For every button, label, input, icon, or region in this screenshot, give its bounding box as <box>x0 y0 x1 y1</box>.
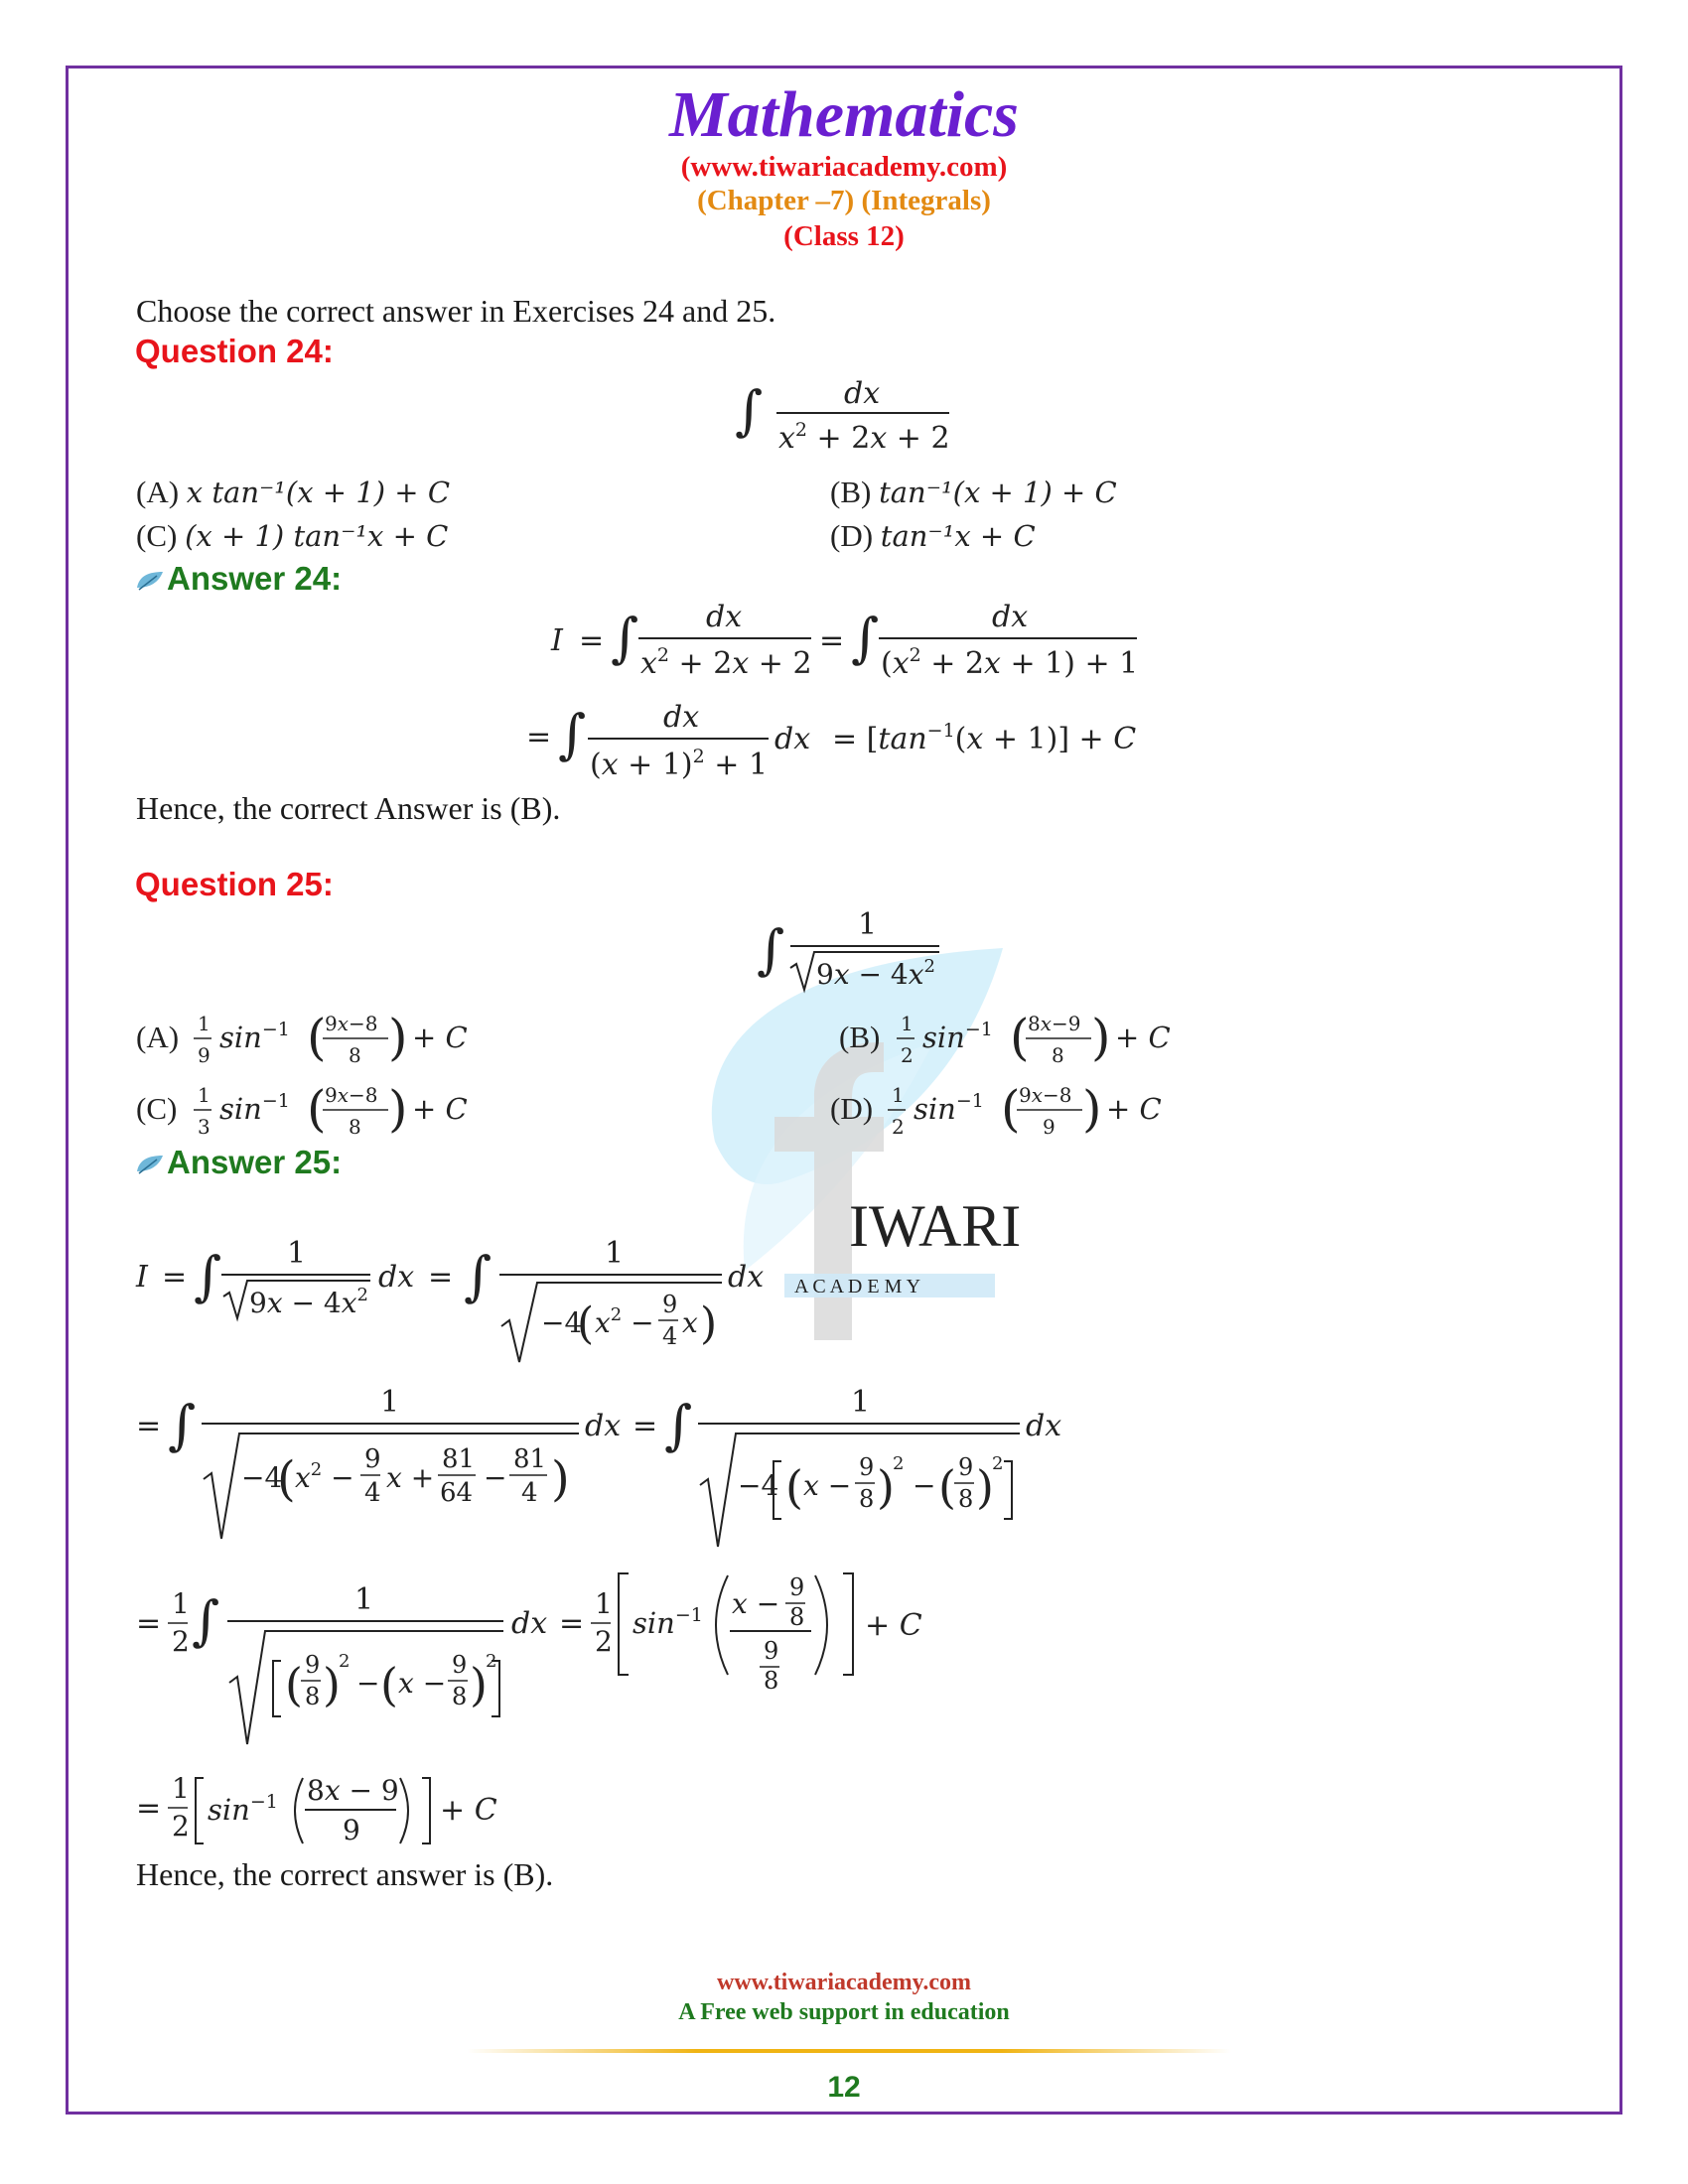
intro-text: Choose the correct answer in Exercises 24 and 25. <box>136 293 776 329</box>
svg-text:8: 8 <box>958 1485 974 1513</box>
svg-text:x −: x − <box>803 1469 852 1502</box>
question-24-heading: Question 24: <box>135 333 334 369</box>
answer-24-step-2 <box>526 695 1162 794</box>
svg-text:sin−1: $\sin^{-1}$ <box>208 1791 278 1827</box>
svg-text:∫: ∫ <box>851 607 880 669</box>
svg-text:x2 + 2x + 2: $x^2 + 2x + 2$ <box>778 419 950 456</box>
q25-option-c-label: (C) <box>136 1091 178 1126</box>
footer-tagline: A Free web support in education <box>678 1999 1010 2025</box>
svg-text:sin−1: $\sin^{-1}$ <box>219 1019 290 1054</box>
svg-text:2: 2 <box>172 1625 190 1658</box>
svg-text:I: I <box>136 1260 148 1295</box>
svg-text:+ C: + C <box>1115 1021 1171 1054</box>
header-website: (www.tiwariacademy.com) <box>680 151 1008 183</box>
svg-text:=: = <box>136 1409 162 1443</box>
svg-text:dx: dx <box>774 722 811 756</box>
svg-text:): ) <box>976 1460 994 1514</box>
svg-text:x: x <box>682 1306 698 1339</box>
svg-text:dx: dx <box>706 600 743 634</box>
svg-text:1: 1 <box>605 1236 625 1271</box>
svg-text:9x − 4x2: $9x - 4x^2$ <box>249 1285 368 1319</box>
footer-divider <box>467 2049 1231 2053</box>
svg-text:2: 2 <box>172 1810 190 1843</box>
svg-text:= [tan−1(x + 1)] + C: = $[\tan^{-1}(x + 1)] + C$ <box>832 720 1137 756</box>
svg-text:∫: ∫ <box>757 918 785 981</box>
header-chapter: (Chapter –7) (Integrals) <box>697 185 991 216</box>
svg-text:9: 9 <box>789 1573 805 1601</box>
svg-text:(: ( <box>938 1460 956 1514</box>
svg-text:dx: dx <box>663 700 700 735</box>
q24-option-a-text: x tan⁻¹(x + 1) + C <box>186 476 451 509</box>
answer-24-heading-text: Answer 24: <box>167 560 343 597</box>
q24-option-c-text: (x + 1) tan⁻¹x + C <box>185 519 449 553</box>
svg-text:): ) <box>323 1658 341 1711</box>
svg-text:9: 9 <box>662 1291 678 1318</box>
svg-text:+ C: + C <box>412 1092 468 1126</box>
svg-text:=: = <box>559 1606 585 1641</box>
svg-text:−4: −4 <box>541 1306 583 1339</box>
svg-text:∫: ∫ <box>735 379 764 442</box>
svg-text:9: 9 <box>364 1444 381 1474</box>
tiwari-leaf-icon <box>135 1154 165 1175</box>
svg-text:+ C: + C <box>865 1608 922 1643</box>
svg-text:−4: −4 <box>738 1469 779 1502</box>
svg-text:dx: dx <box>728 1260 765 1295</box>
question-25-heading: Question 25: <box>135 866 334 902</box>
svg-text:9: 9 <box>198 1043 211 1067</box>
svg-text:9: 9 <box>958 1453 974 1481</box>
svg-text:9: 9 <box>1043 1115 1055 1139</box>
svg-text:=: = <box>162 1260 188 1295</box>
svg-text:(: ( <box>307 1009 327 1066</box>
svg-text:x −: x − <box>732 1587 780 1620</box>
svg-text:): ) <box>551 1451 570 1507</box>
svg-text:(: ( <box>577 1298 595 1349</box>
watermark-brand: IWARI <box>849 1193 1022 1259</box>
question-24-integral <box>735 367 993 457</box>
svg-text:): ) <box>388 1080 408 1138</box>
svg-text:∫: ∫ <box>611 607 639 669</box>
svg-text:1: 1 <box>287 1236 307 1271</box>
svg-text:dx: dx <box>1026 1409 1062 1443</box>
svg-text:1: 1 <box>172 1772 190 1805</box>
answer-25-step-1 <box>136 1231 811 1370</box>
svg-text:3: 3 <box>198 1115 211 1139</box>
svg-text:(: ( <box>380 1658 398 1711</box>
q25-option-a-label: (A) <box>136 1020 180 1054</box>
svg-text:dx: dx <box>844 376 881 411</box>
footer-website: www.tiwariacademy.com <box>717 1970 971 1995</box>
svg-text:9x−8: 9x−8 <box>325 1083 378 1107</box>
svg-text:=: = <box>428 1260 454 1295</box>
svg-text:∫: ∫ <box>192 1589 220 1652</box>
watermark-sub: A C A D E M Y <box>794 1276 921 1297</box>
q24-option-c <box>136 518 448 554</box>
svg-text:(: ( <box>307 1080 327 1138</box>
svg-text:dx: dx <box>378 1260 415 1295</box>
answer-24-step-1 <box>551 591 1167 690</box>
answer-25-step-2 <box>136 1380 1129 1554</box>
svg-text:=: = <box>819 623 845 658</box>
svg-text:(: ( <box>785 1460 803 1514</box>
svg-text:(: ( <box>285 1658 303 1711</box>
svg-text:∫: ∫ <box>168 1394 197 1456</box>
svg-text:=: = <box>633 1409 658 1443</box>
svg-text:1: 1 <box>354 1582 374 1617</box>
q25-option-b <box>839 1003 1216 1082</box>
svg-text:sin−1: $\sin^{-1}$ <box>633 1604 703 1640</box>
q24-option-b <box>830 475 1117 510</box>
svg-text:∫: ∫ <box>664 1394 693 1456</box>
svg-text:64: 64 <box>440 1478 474 1508</box>
svg-text:): ) <box>470 1658 488 1711</box>
svg-text:2: 2 <box>901 1043 914 1067</box>
svg-text:+ C: + C <box>412 1021 468 1054</box>
header-class: (Class 12) <box>783 220 905 252</box>
q24-option-d-label: (D) <box>830 518 874 553</box>
svg-text:8: 8 <box>764 1667 779 1695</box>
svg-text:2: 2 <box>992 1453 1004 1474</box>
q24-option-c-label: (C) <box>136 518 178 553</box>
svg-text:−: − <box>356 1667 380 1700</box>
svg-text:(: ( <box>1010 1009 1030 1066</box>
svg-text:x −: x − <box>398 1667 447 1700</box>
svg-text:+ C: + C <box>440 1793 497 1828</box>
svg-text:8: 8 <box>452 1683 468 1710</box>
svg-text:2: 2 <box>486 1651 497 1672</box>
svg-text:8x − 9: 8x − 9 <box>307 1774 399 1807</box>
svg-text:9: 9 <box>764 1637 779 1665</box>
q24-option-d <box>830 518 1036 554</box>
q25-option-d-label: (D) <box>830 1091 874 1126</box>
svg-text:−: − <box>913 1469 936 1502</box>
svg-text:1: 1 <box>892 1083 905 1107</box>
svg-text:9: 9 <box>859 1453 875 1481</box>
svg-text:4: 4 <box>364 1478 381 1508</box>
svg-text:sin−1: $\sin^{-1}$ <box>914 1090 984 1126</box>
svg-text:sin−1: $\sin^{-1}$ <box>219 1090 290 1126</box>
svg-text:(: ( <box>277 1451 296 1507</box>
svg-text:8x−9: 8x−9 <box>1028 1012 1081 1035</box>
svg-text:): ) <box>700 1298 718 1349</box>
svg-text:8: 8 <box>1052 1043 1064 1067</box>
svg-text:2: 2 <box>893 1453 905 1474</box>
svg-text:4: 4 <box>662 1322 678 1350</box>
svg-text:8: 8 <box>859 1485 875 1513</box>
svg-text:+ C: + C <box>1106 1092 1162 1126</box>
svg-text:sin−1: $\sin^{-1}$ <box>922 1019 993 1054</box>
svg-text:4: 4 <box>521 1478 538 1508</box>
svg-text:): ) <box>877 1460 895 1514</box>
svg-text:1: 1 <box>198 1012 211 1035</box>
svg-text:∫: ∫ <box>194 1245 222 1307</box>
svg-text:1: 1 <box>595 1587 613 1620</box>
svg-text:81: 81 <box>513 1444 547 1474</box>
svg-text:): ) <box>1082 1080 1102 1138</box>
svg-text:−: − <box>484 1461 507 1494</box>
svg-text:1: 1 <box>901 1012 914 1035</box>
svg-text:=: = <box>526 720 552 754</box>
answer-25-step-3 <box>136 1564 990 1752</box>
svg-text:): ) <box>1091 1009 1111 1066</box>
svg-text:x +: x + <box>386 1461 435 1494</box>
svg-text:∫: ∫ <box>464 1245 492 1307</box>
answer-25-heading-text: Answer 25: <box>167 1144 343 1180</box>
svg-text:(x + 1)2 + 1: $(x + 1)^2 + 1$ <box>590 746 769 782</box>
svg-text:1: 1 <box>858 907 878 942</box>
q25-option-b-label: (B) <box>839 1020 881 1054</box>
q25-option-d <box>830 1074 1207 1154</box>
svg-text:dx: dx <box>585 1409 622 1443</box>
svg-text:2: 2 <box>595 1625 613 1658</box>
svg-text:∫: ∫ <box>558 703 587 765</box>
q25-option-a <box>136 1003 513 1082</box>
q24-option-d-text: tan⁻¹x + C <box>880 519 1036 553</box>
svg-text:x2 −: $x^2$ − <box>295 1459 354 1494</box>
question-25-integral <box>757 898 975 998</box>
svg-text:dx: dx <box>511 1606 548 1641</box>
svg-text:): ) <box>388 1009 408 1066</box>
svg-text:dx: dx <box>992 600 1029 634</box>
svg-text:=: = <box>136 1606 162 1641</box>
q24-option-a-label: (A) <box>136 475 180 509</box>
svg-text:9: 9 <box>343 1814 360 1846</box>
svg-text:8: 8 <box>349 1043 361 1067</box>
svg-text:I: I <box>551 623 563 658</box>
svg-text:8: 8 <box>305 1683 321 1710</box>
svg-text:=: = <box>579 623 605 658</box>
q25-option-c <box>136 1074 513 1154</box>
svg-text:9x−8: 9x−8 <box>1019 1083 1072 1107</box>
page-title: Mathematics <box>668 78 1019 151</box>
svg-text:8: 8 <box>349 1115 361 1139</box>
svg-text:9x − 4x2: $9x - 4x^2$ <box>816 956 935 991</box>
svg-text:−4: −4 <box>241 1461 283 1494</box>
svg-text:1: 1 <box>198 1083 211 1107</box>
answer-24-heading <box>135 560 342 598</box>
svg-text:9: 9 <box>452 1651 468 1679</box>
svg-text:9: 9 <box>305 1651 321 1679</box>
answer-25-step-4 <box>136 1762 633 1861</box>
svg-text:9x−8: 9x−8 <box>325 1012 378 1035</box>
svg-text:1: 1 <box>380 1385 400 1420</box>
svg-text:1: 1 <box>172 1587 190 1620</box>
q24-option-a <box>136 475 450 510</box>
svg-text:1: 1 <box>851 1385 871 1420</box>
svg-text:81: 81 <box>442 1444 476 1474</box>
q24-option-b-text: tan⁻¹(x + 1) + C <box>879 476 1117 509</box>
answer-24-conclusion: Hence, the correct Answer is (B). <box>136 790 561 826</box>
svg-text:=: = <box>136 1791 162 1826</box>
svg-text:8: 8 <box>789 1603 805 1631</box>
svg-text:x2 + 2x + 2: $x^2 + 2x + 2$ <box>640 644 812 681</box>
svg-text:(x2 + 2x + 1) + 1: $(x^2 + 2x + 1) + 1$ <box>881 644 1139 681</box>
svg-text:(: ( <box>1001 1080 1021 1138</box>
answer-25-heading <box>135 1144 342 1181</box>
svg-text:2: 2 <box>339 1651 351 1672</box>
answer-25-conclusion: Hence, the correct answer is (B). <box>136 1856 554 1892</box>
page-number: 12 <box>827 2071 861 2104</box>
q24-option-b-label: (B) <box>830 475 872 509</box>
svg-text:2: 2 <box>892 1115 905 1139</box>
tiwari-leaf-icon <box>135 570 165 592</box>
svg-text:x2 −: $x^2$ − <box>595 1304 654 1339</box>
